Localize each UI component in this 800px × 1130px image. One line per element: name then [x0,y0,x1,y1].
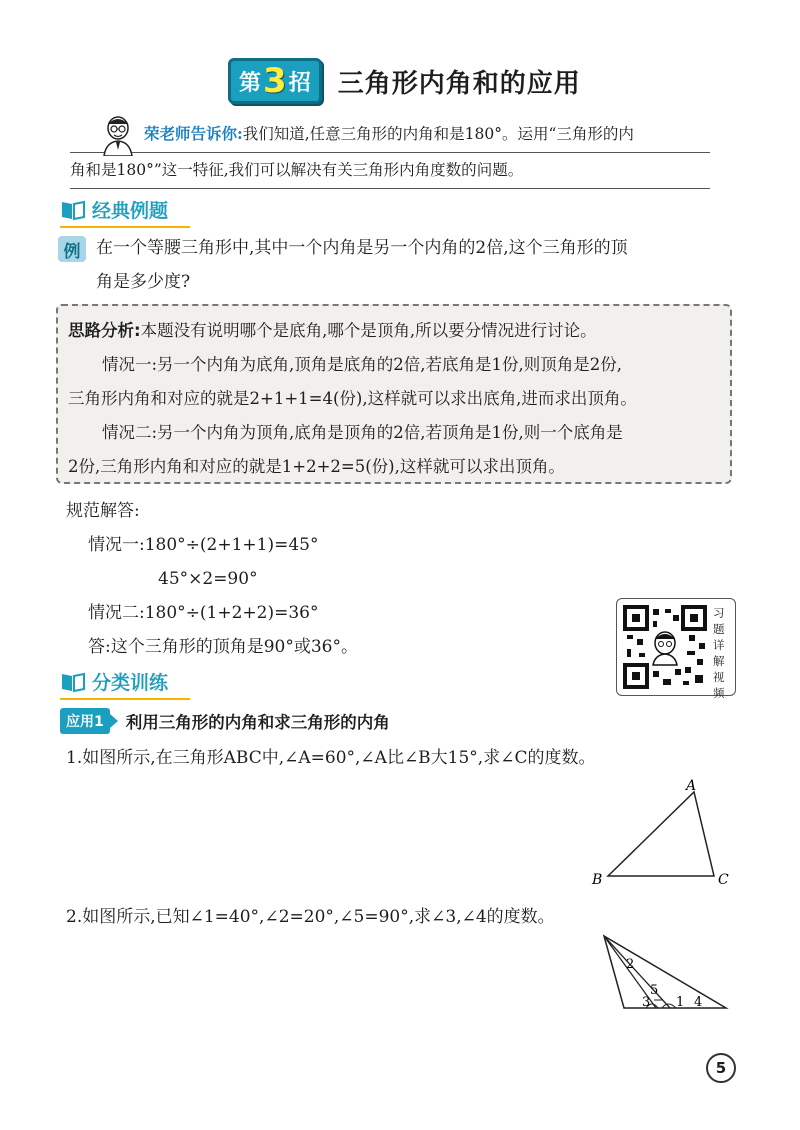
section-underline [60,698,190,700]
note-text-1: 我们知道,任意三角形的内角和是180°。运用“三角形的内 [242,125,634,143]
triangle-abc-figure [586,776,736,892]
section-training-header [60,668,168,695]
analysis-line-2: 情况一:另一个内角为底角,顶角是底角的2倍,若底角是1份,则顶角是2份, [102,355,623,374]
vertex-a-label: A [686,778,697,794]
triangle-abc-shape [608,792,714,876]
note-line-1 [70,116,710,153]
application-arrow [110,714,118,728]
badge-number: 3 [263,61,287,101]
qr-caption-char: 详 [713,638,725,652]
outer-triangle [604,936,726,1008]
problem-1: 1.如图所示,在三角形ABC中,∠A=60°,∠A比∠B大15°,求∠C的度数。 [66,748,596,768]
application-badge: 应用1 [60,708,110,734]
qr-caption-char: 频 [713,686,725,700]
qr-caption-char: 习 [713,606,725,620]
analysis-line-3: 三角形内角和对应的就是2+1+1=4(份),这样就可以求出底角,进而求出顶角。 [68,389,637,408]
angle-3-label: 3 [642,995,651,1010]
section-training-label: 分类训练 [92,672,169,694]
angle-5-label: 5 [650,983,659,998]
angles-figure [596,930,732,1014]
example-line-2: 角是多少度? [96,272,191,292]
book-icon [60,671,86,693]
vertex-b-label: B [592,872,603,888]
solution-answer: 答:这个三角形的顶角是90°或36°。 [88,637,358,657]
teacher-avatar-icon [100,114,136,156]
qr-code-card[interactable] [616,598,736,700]
section-classic-header [60,196,168,223]
solution-line-1: 情况一:180°÷(2+1+1)=45° [88,535,319,555]
vertex-c-label: C [718,872,729,888]
analysis-text-1: 本题没有说明哪个是底角,哪个是顶角,所以要分情况进行讨论。 [140,321,597,340]
section-classic-label: 经典例题 [92,200,169,222]
qr-caption-char: 解 [713,654,725,668]
example-marker: 例 [58,236,86,262]
application-title: 利用三角形的内角和求三角形的内角 [125,713,390,732]
book-icon [60,199,86,221]
angle-1-label: 1 [676,995,685,1010]
chapter-title-row [228,58,581,104]
solution-line-2: 45°×2=90° [158,569,258,589]
solution-label: 规范解答: [66,501,140,521]
badge-suffix: 招 [288,70,311,96]
problem-2: 2.如图所示,已知∠1=40°,∠2=20°,∠5=90°,求∠3,∠4的度数。 [66,907,555,927]
analysis-line-5: 2份,三角形内角和对应的就是1+2+2=5(份),这样就可以求出顶角。 [68,457,565,476]
application-tag [60,708,390,734]
analysis-line-4: 情况二:另一个内角为顶角,底角是顶角的2倍,若顶角是1份,则一个底角是 [102,423,623,442]
angle-4-label: 4 [694,995,703,1010]
qr-caption-char: 题 [713,622,725,636]
section-underline [60,226,190,228]
badge-prefix: 第 [239,70,262,96]
page-title: 三角形内角和的应用 [337,68,581,99]
teacher-note [70,116,710,189]
analysis-box [56,304,732,484]
teacher-label: 荣老师告诉你: [144,124,243,143]
page-number: 5 [706,1053,736,1083]
angle-2-label: 2 [626,957,635,972]
analysis-line-1 [68,314,720,348]
qr-caption-char: 视 [713,670,725,684]
qr-code-icon [623,605,707,689]
note-line-2: 角和是180°”这一特征,我们可以解决有关三角形内角度数的问题。 [70,153,710,189]
analysis-label: 思路分析: [68,321,141,340]
qr-caption [713,605,729,701]
solution-line-3: 情况二:180°÷(1+2+2)=36° [88,603,319,623]
example-line-1: 在一个等腰三角形中,其中一个内角是另一个内角的2倍,这个三角形的顶 [96,238,628,258]
chapter-badge [228,58,322,104]
